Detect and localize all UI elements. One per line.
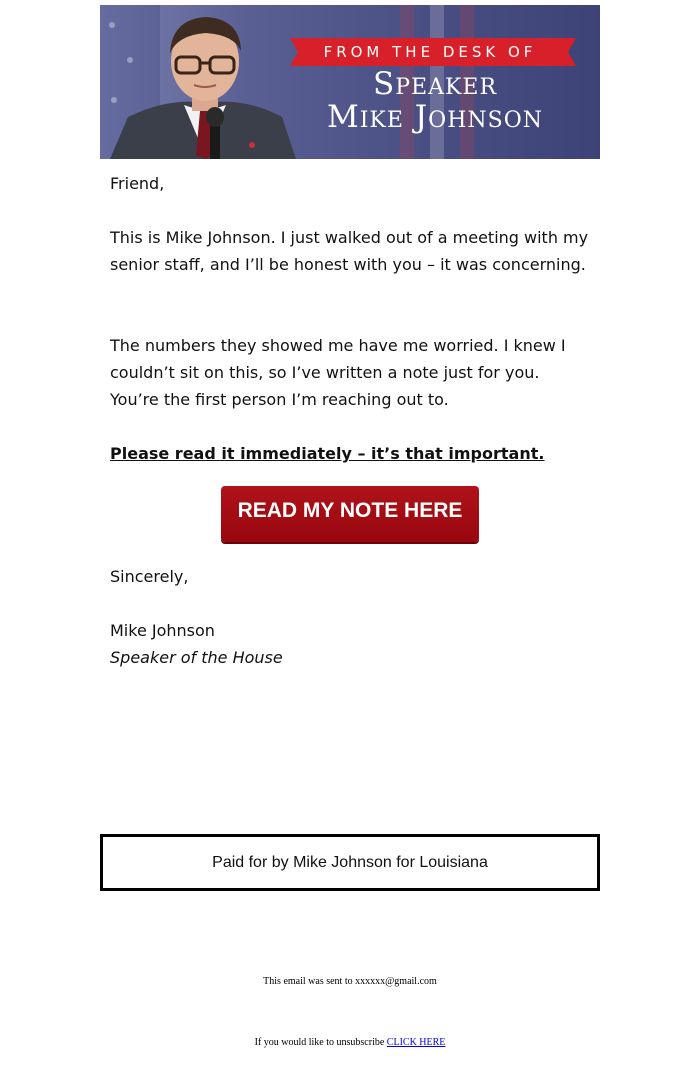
signature-name-text: Mike Johnson <box>110 621 215 640</box>
banner-title-line1: Speaker <box>372 66 498 102</box>
paragraph-2-text: The numbers they showed me have me worried. I knew I couldn’t sit on this, so I’ve written a note just for you. You’re the first person I’m reaching out to. <box>110 336 566 409</box>
header-banner-wrapper <box>100 5 600 159</box>
greeting-text: Friend, <box>110 174 165 193</box>
email-paragraph-1 <box>110 224 590 278</box>
signature-title-text: Speaker of the House <box>110 648 283 667</box>
paragraph-1-text: This is Mike Johnson. I just walked out of a meeting with my senior staff, and I’ll be honest with you – it was concerning. <box>110 228 589 274</box>
header-banner <box>100 5 600 159</box>
email-paragraph-2 <box>110 332 590 413</box>
unsubscribe-notice <box>0 1037 700 1048</box>
signoff-text: Sincerely, <box>110 567 189 586</box>
signature-title <box>110 644 590 671</box>
banner-title-line2: Mike Johnson <box>326 99 544 135</box>
signature-name <box>110 617 590 644</box>
read-my-note-button[interactable]: READ MY NOTE HERE <box>221 486 479 542</box>
sent-to-notice: This email was sent to xxxxxx@gmail.com <box>263 976 437 987</box>
email-signoff <box>110 563 590 590</box>
email-greeting <box>110 170 590 197</box>
speaker-portrait-image <box>100 5 300 159</box>
unsubscribe-link[interactable]: CLICK HERE <box>386 1037 446 1048</box>
unsubscribe-prefix: If you would like to unsubscribe <box>254 1037 385 1048</box>
urgent-message-text: Please read it immediately – it’s that important. <box>110 444 545 463</box>
ribbon-text: FROM THE DESK OF <box>323 43 537 61</box>
paid-for-disclaimer: Paid for by Mike Johnson for Louisiana <box>100 834 600 891</box>
urgent-message <box>110 440 590 467</box>
